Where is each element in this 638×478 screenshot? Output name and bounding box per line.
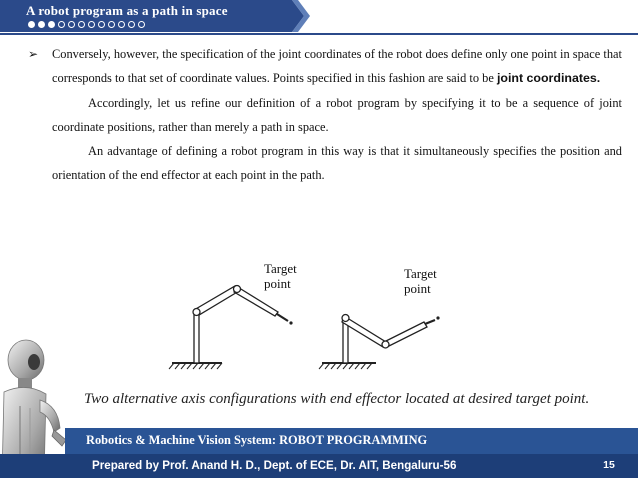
progress-dot-empty <box>128 21 135 28</box>
left-target-label-line1: Target <box>264 261 297 276</box>
right-target-label-line1: Target <box>404 266 437 281</box>
progress-dot-filled <box>48 21 55 28</box>
paragraph-1 <box>52 42 622 91</box>
slide-title: A robot program as a path in space <box>26 3 228 18</box>
right-target-label-line2: point <box>404 281 431 296</box>
progress-dot-empty <box>68 21 75 28</box>
left-robot-arm <box>169 286 293 370</box>
bullet-item <box>28 42 622 188</box>
progress-dot-empty <box>138 21 145 28</box>
paragraph-1-text: Conversely, however, the specification of the joint coordinates of the robot does define only one point in space that corresponds to that set of coordinate values. Points specified in this fashion are said to be <box>52 47 622 86</box>
progress-dot-empty <box>108 21 115 28</box>
progress-dot-empty <box>118 21 125 28</box>
right-robot-arm <box>319 315 440 370</box>
progress-dot-empty <box>58 21 65 28</box>
progress-dot-filled <box>28 21 35 28</box>
slide-header <box>0 0 638 38</box>
progress-dot-empty <box>78 21 85 28</box>
arrow-bullet-icon: ➢ <box>28 47 39 61</box>
right-target-label <box>404 266 437 296</box>
left-target-label <box>264 261 297 291</box>
robot-configurations-figure <box>160 258 480 378</box>
progress-dots <box>28 19 145 29</box>
progress-dot-filled <box>38 21 45 28</box>
figure-caption: Two alternative axis configurations with end effector located at desired target point. <box>84 391 590 407</box>
page-number: 15 <box>603 459 615 471</box>
footer-course-title: Robotics & Machine Vision System: ROBOT PROGRAMMING <box>86 433 428 447</box>
paragraph-2: Accordingly, let us refine our definition of a robot program by specifying it to be a sequence of joint coordinate positions, rather than merely a path in space. <box>52 95 622 134</box>
footer-author-credit: Prepared by Prof. Anand H. D., Dept. of ECE, Dr. AIT, Bengaluru-56 <box>92 459 457 472</box>
left-target-label-line2: point <box>264 276 291 291</box>
joint-coordinates-term: joint coordinates. <box>496 71 601 86</box>
slide-body <box>28 42 622 188</box>
paragraph-3: An advantage of defining a robot program in this way is that it simultaneously specifies the position and orientation of the end effector at each point in the path. <box>52 144 622 183</box>
header-divider <box>0 33 638 35</box>
progress-dot-empty <box>88 21 95 28</box>
progress-dot-empty <box>98 21 105 28</box>
